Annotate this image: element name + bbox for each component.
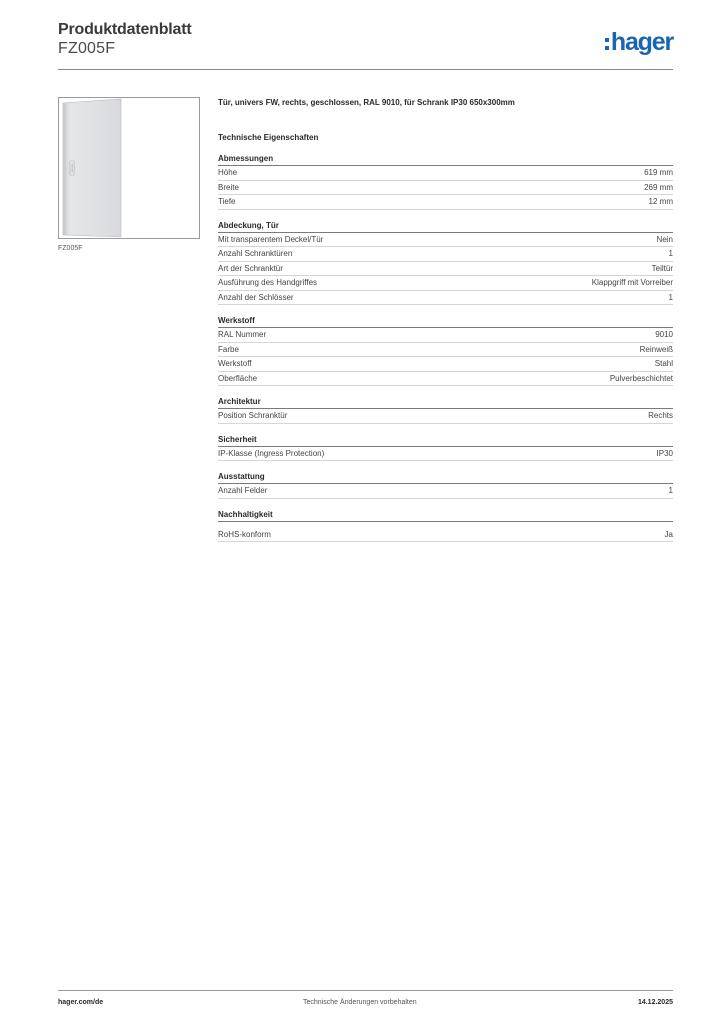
row-value: Klappgriff mit Vorreiber [591, 278, 673, 287]
section-title: Abmessungen [218, 153, 673, 166]
page-header [58, 21, 673, 70]
row-label: Anzahl Felder [218, 486, 268, 495]
table-row [218, 166, 673, 181]
row-value: 9010 [655, 330, 673, 339]
technical-properties-title: Technische Eigenschaften [218, 133, 319, 142]
row-label: Mit transparentem Deckel/Tür [218, 234, 324, 244]
row-label: Breite [218, 182, 239, 192]
table-row [218, 247, 673, 262]
section-title: Nachhaltigkeit [218, 509, 673, 522]
section-dimensions [218, 153, 673, 210]
page-footer [58, 990, 673, 1011]
section-equipment [218, 471, 673, 499]
row-value: 1 [668, 486, 673, 495]
table-row [218, 291, 673, 306]
row-label: Anzahl Schranktüren [218, 249, 293, 258]
section-cover-door [218, 220, 673, 306]
table-row [218, 372, 673, 387]
logo-dots-icon [605, 38, 609, 50]
row-label: Anzahl der Schlösser [218, 292, 294, 302]
row-value: Pulverbeschichtet [609, 373, 673, 383]
image-caption: FZ005F [58, 245, 83, 252]
section-title: Sicherheit [218, 434, 673, 447]
table-row [218, 262, 673, 277]
section-title: Ausstattung [218, 471, 673, 484]
row-value: 1 [668, 292, 673, 302]
row-label: RoHS-konform [218, 529, 271, 539]
row-value: IP30 [656, 448, 673, 458]
row-value: Stahl [654, 359, 673, 368]
datasheet-content [218, 97, 673, 542]
row-value: 1 [668, 249, 673, 258]
row-label: Oberfläche [218, 373, 258, 383]
footer-notice: Technische Änderungen vorbehalten [303, 999, 417, 1006]
section-sustainability [218, 509, 673, 543]
table-row [218, 195, 673, 210]
row-label: IP-Klasse (Ingress Protection) [218, 448, 325, 458]
row-value: 269 mm [644, 182, 673, 192]
table-row [218, 233, 673, 248]
hager-logo [605, 28, 673, 56]
table-row [218, 328, 673, 343]
product-image [58, 97, 200, 239]
row-value: Nein [656, 234, 673, 244]
row-value: Reinweiß [639, 344, 673, 354]
section-title: Werkstoff [218, 315, 673, 328]
row-label: Position Schranktür [218, 411, 288, 420]
table-row [218, 447, 673, 462]
row-value: 12 mm [648, 197, 673, 206]
row-label: Art der Schranktür [218, 263, 283, 273]
table-row [218, 357, 673, 372]
row-value: Rechts [648, 411, 673, 420]
row-value: Teiltür [651, 263, 673, 273]
section-title: Architektur [218, 396, 673, 409]
table-row [218, 181, 673, 196]
logo-text: hager [610, 28, 673, 56]
row-value: 619 mm [644, 168, 673, 177]
document-title: Produktdatenblatt [58, 21, 192, 38]
footer-date: 14.12.2025 [637, 999, 673, 1006]
row-label: RAL Nummer [218, 330, 267, 339]
row-value: Ja [664, 529, 673, 539]
table-row [218, 409, 673, 424]
section-title: Abdeckung, Tür [218, 220, 673, 233]
section-material [218, 315, 673, 386]
row-label: Ausführung des Handgriffes [218, 278, 318, 287]
product-description: Tür, univers FW, rechts, geschlossen, RAL 9010, für Schrank IP30 650x300mm [218, 98, 515, 107]
product-code: FZ005F [58, 40, 116, 57]
row-label: Tiefe [218, 197, 236, 206]
table-row [218, 276, 673, 291]
table-row [218, 343, 673, 358]
door-illustration-icon [59, 98, 199, 238]
table-row [218, 484, 673, 499]
row-label: Werkstoff [218, 359, 252, 368]
section-safety [218, 434, 673, 462]
row-label: Höhe [218, 168, 238, 177]
footer-website: hager.com/de [58, 999, 104, 1006]
table-row [218, 528, 673, 543]
row-label: Farbe [218, 344, 239, 354]
section-architecture [218, 396, 673, 424]
